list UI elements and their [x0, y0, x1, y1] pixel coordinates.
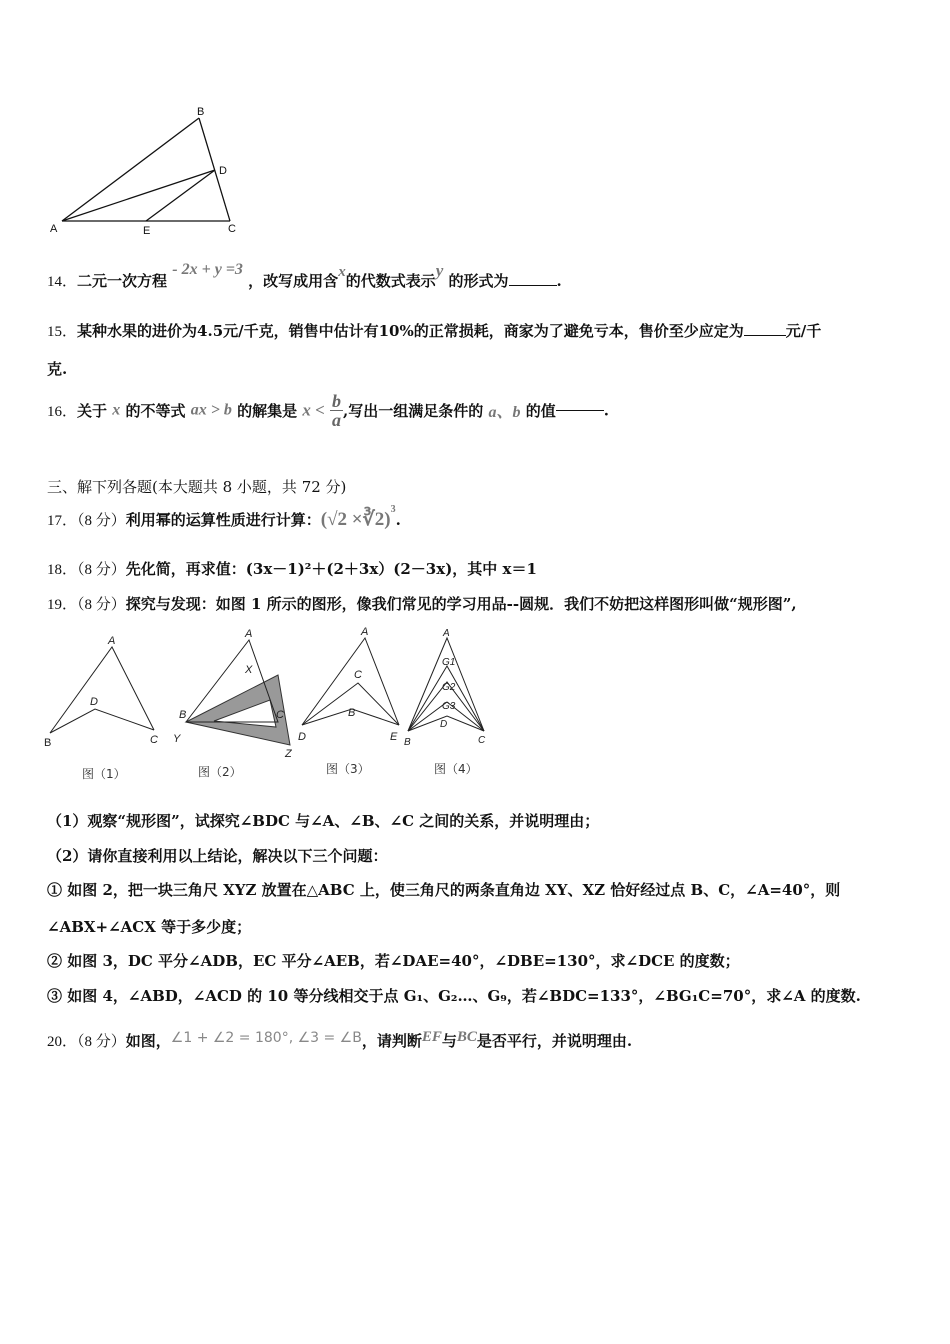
section-3-title: 三、解下列各题(本大题共 8 小题，共 72 分)	[47, 478, 347, 496]
q14-text-1: 二元一次方程	[77, 272, 168, 290]
fig2-label-c: C	[276, 709, 284, 721]
q20-text-1: 如图，	[125, 1032, 171, 1050]
question-20	[47, 1030, 632, 1051]
fig1-label-c: C	[150, 734, 158, 746]
q15-text-5: 克.	[47, 360, 68, 378]
label-e: E	[143, 225, 151, 237]
fig1-label-d: D	[90, 696, 98, 708]
figure-1	[40, 632, 170, 754]
q16-end: .	[603, 401, 609, 420]
fig2-label-b: B	[179, 709, 187, 721]
fig1-inner	[50, 709, 154, 733]
fig2-label-y: Y	[173, 733, 181, 745]
segment-ed	[146, 170, 215, 221]
q17-end: .	[395, 511, 401, 529]
q16-text-5: 的值	[525, 402, 556, 420]
q15-text-3: 的正常损耗，商家为了避免亏本，售价至少应定为	[413, 322, 744, 340]
q19-problem-1: ① 如图 2，把一块三角尺 XYZ 放置在△ABC 上，使三角尺的两条直角边 XY、XZ 恰好经过点 B、C，∠A=40°，则	[47, 881, 841, 899]
q14-var-y: y	[435, 261, 444, 280]
question-17	[47, 503, 401, 531]
q20-text-4: 是否平行，并说明理由.	[476, 1032, 633, 1050]
figure-triangle-abc	[40, 100, 260, 240]
segment-ab	[62, 118, 199, 221]
fig2-label-z: Z	[285, 748, 292, 760]
q16-var-x: x	[112, 401, 121, 419]
q16-frac-den: a	[332, 410, 342, 430]
fig4-label-d: D	[440, 719, 448, 730]
fig1-label-a: A	[108, 635, 116, 647]
q18-score: （8 分）	[77, 562, 126, 578]
q18-text: 先化简，再求值：(3x－1)²＋(2＋3x）(2－3x)，其中 x＝1	[125, 560, 537, 578]
q15-answer-blank[interactable]	[744, 335, 786, 336]
fig4-label-g1: G1	[442, 657, 456, 668]
fig3-label-d: D	[298, 731, 306, 743]
q20-text-2: ，请判断	[361, 1032, 422, 1050]
q19-part-1: （1）观察“规形图”，试探究∠BDC 与∠A、∠B、∠C 之间的关系，并说明理由；	[47, 812, 600, 830]
q16-vars-ab: a、b	[488, 404, 521, 421]
fig4-label-g3: G3	[442, 701, 456, 712]
fig3-label-e: E	[390, 731, 398, 743]
label-c: C	[228, 223, 236, 235]
question-18	[47, 558, 537, 579]
fig3-label-c: C	[354, 669, 362, 681]
q15-price: 4.5	[197, 322, 224, 340]
fig2-label-a: A	[245, 628, 253, 640]
question-15	[47, 320, 821, 341]
q20-text-3: 与	[441, 1032, 457, 1050]
q17-text: 利用幂的运算性质进行计算：	[125, 511, 321, 529]
q19-part-2: （2）请你直接利用以上结论，解决以下三个问题：	[47, 847, 388, 865]
q16-answer-blank[interactable]	[556, 410, 604, 411]
q15-text-4: 元/千	[785, 322, 822, 340]
figure-1-caption: 图（1）	[82, 767, 126, 781]
q16-solution-lhs: x <	[302, 400, 325, 420]
q20-condition: ∠1 + ∠2 = 180°, ∠3 = ∠B	[170, 1030, 362, 1046]
q14-text-2: ，改写成用含	[248, 272, 339, 290]
question-16	[47, 392, 609, 429]
q15-percent: 10%	[378, 322, 414, 340]
q19-score: （8 分）	[77, 597, 126, 613]
fig1-label-b: B	[44, 737, 52, 749]
q20-bc: BC	[456, 1029, 477, 1045]
q19-problem-3: ③ 如图 4，∠ABD，∠ACD 的 10 等分线相交于点 G₁、G₂…、G₉，若∠BDC=133°，∠BG₁C=70°，求∠A 的度数.	[47, 987, 861, 1005]
figure-4	[400, 625, 495, 750]
question-19-number: 19．	[47, 597, 78, 613]
figure-2-caption: 图（2）	[198, 765, 242, 779]
q17-score: （8 分）	[77, 513, 126, 529]
question-14-number: 14．	[47, 274, 78, 290]
question-15-cont	[47, 358, 67, 379]
q16-solution-fraction	[330, 392, 343, 429]
question-19	[47, 593, 797, 614]
fig4-label-c: C	[478, 735, 486, 746]
figure-3	[292, 622, 408, 747]
label-a: A	[50, 223, 58, 235]
question-20-number: 20．	[47, 1034, 78, 1050]
q20-ef: EF	[421, 1029, 442, 1045]
fig3-label-a: A	[361, 626, 369, 638]
q19-problem-2: ② 如图 3，DC 平分∠ADB，EC 平分∠AEB，若∠DAE=40°，∠DBE=130°，求∠DCE 的度数；	[47, 952, 740, 970]
question-15-number: 15．	[47, 324, 78, 340]
label-d: D	[219, 165, 227, 177]
figure-3-caption: 图（3）	[326, 762, 370, 776]
question-17-number: 17．	[47, 513, 78, 529]
q17-expr-body: (√2 ×∛2)	[320, 509, 391, 530]
q14-var-x: x	[338, 264, 346, 280]
q17-exponent: 3	[390, 503, 396, 515]
q17-expression	[320, 503, 396, 530]
q14-text-4: 的形式为	[448, 272, 509, 290]
q15-text-1: 某种水果的进价为	[77, 322, 198, 340]
q16-text-4: ,写出一组满足条件的	[343, 402, 484, 420]
question-14	[47, 261, 562, 291]
q14-end: .	[556, 272, 562, 290]
question-16-number: 16．	[47, 404, 78, 420]
q19-text: 探究与发现：如图 1 所示的图形，像我们常见的学习用品--圆规．我们不妨把这样图形叫做“规形图”,	[125, 595, 797, 613]
figure-2	[170, 625, 300, 760]
figure-4-caption: 图（4）	[434, 762, 478, 776]
fig4-label-a: A	[443, 628, 450, 639]
fig2-triangle-ruler	[186, 675, 290, 745]
fig3-label-b: B	[348, 707, 356, 719]
fig4-label-b: B	[404, 737, 411, 748]
q20-score: （8 分）	[77, 1034, 126, 1050]
fig1-outline	[50, 647, 154, 733]
q16-frac-num: b	[332, 391, 342, 411]
fig2-label-x: X	[245, 664, 253, 676]
q15-text-2: 元/千克，销售中估计有	[223, 322, 379, 340]
q16-inequality: ax > b	[190, 401, 232, 419]
fig4-label-g2: G2	[442, 682, 456, 693]
q14-text-3: 的代数式表示	[345, 272, 436, 290]
q16-text-3: 的解集是	[237, 402, 298, 420]
q19-problem-1-cont: ∠ABX+∠ACX 等于多少度；	[47, 918, 252, 936]
q14-answer-blank[interactable]	[509, 285, 557, 286]
q16-text-2: 的不等式	[125, 402, 186, 420]
label-b: B	[197, 106, 205, 118]
segment-ad	[62, 170, 215, 221]
q16-text-1: 关于	[77, 402, 108, 420]
q14-equation: - 2x + y =3	[172, 261, 243, 278]
question-18-number: 18．	[47, 562, 78, 578]
